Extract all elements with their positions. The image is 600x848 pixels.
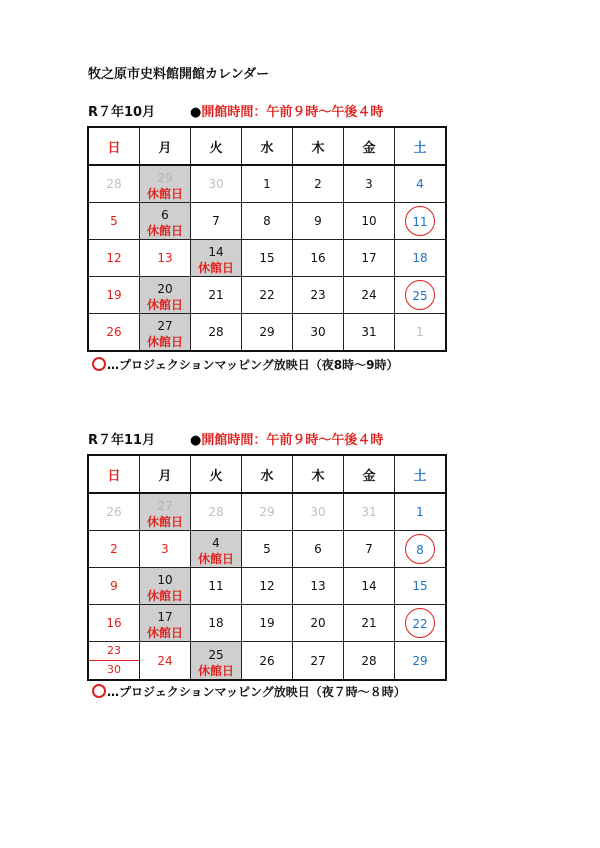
day-cell: 12 [88,240,140,277]
week-row [88,642,446,681]
projection-circle: 8 [405,534,435,564]
day-cell-closed: 14 休館日 [191,240,242,277]
day-cell: 26 [88,493,140,531]
weekday-thu: 木 [293,127,344,165]
week-row [88,277,446,314]
day-cell-closed: 25 休館日 [191,642,242,681]
week-row [88,240,446,277]
day-cell: 12 [242,568,293,605]
day-cell: 17 [344,240,395,277]
closed-label: 休館日 [197,261,234,275]
week-row [88,165,446,203]
day-cell: 10 [344,203,395,240]
week-row [88,203,446,240]
day-cell: 9 [88,568,140,605]
weekday-mon: 月 [140,127,191,165]
day-cell: 28 [344,642,395,681]
day-cell: 19 [88,277,140,314]
weekday-mon: 月 [140,455,191,493]
weekday-thu: 木 [293,455,344,493]
day-cell: 5 [242,531,293,568]
day-cell: 16 [293,240,344,277]
day-cell: 21 [344,605,395,642]
october-calendar [87,126,447,352]
projection-circle: 11 [405,206,435,236]
closed-label: 休館日 [146,589,183,603]
day-cell: 16 [88,605,140,642]
day-cell: 7 [344,531,395,568]
day-cell: 5 [88,203,140,240]
day-cell: 24 [344,277,395,314]
legend-text: …プロジェクションマッピング放映日（夜７時～８時） [107,685,406,699]
day-cell: 22 [242,277,293,314]
october-header [88,101,384,120]
october-legend [92,356,399,373]
day-cell: 13 [140,240,191,277]
legend-text: …プロジェクションマッピング放映日（夜8時～9時） [107,358,399,372]
day-cell: 29 [242,493,293,531]
day-cell-closed: 6 休館日 [140,203,191,240]
day-cell: 9 [293,203,344,240]
day-cell: 1 [395,314,447,352]
closed-label: 休館日 [197,664,234,678]
closed-label: 休館日 [146,626,183,640]
day-cell-projection [395,277,447,314]
day-cell: 13 [293,568,344,605]
weekday-sat: 土 [395,455,447,493]
weekday-tue: 火 [191,455,242,493]
day-cell: 6 [293,531,344,568]
day-cell: 30 [293,493,344,531]
october-hours: ●開館時間：午前９時～午後４時 [190,105,384,120]
day-cell-closed: 4 休館日 [191,531,242,568]
circle-marker-icon [92,357,106,371]
weekday-tue: 火 [191,127,242,165]
day-cell: 20 [293,605,344,642]
day-cell: 18 [395,240,447,277]
day-cell: 7 [191,203,242,240]
week-row [88,531,446,568]
weekday-sat: 土 [395,127,447,165]
day-cell-closed: 29 休館日 [140,165,191,203]
weekday-sun: 日 [88,127,140,165]
weekday-sun: 日 [88,455,140,493]
day-cell: 31 [344,493,395,531]
day-cell: 2 [293,165,344,203]
day-cell: 2 [88,531,140,568]
weekday-wed: 水 [242,127,293,165]
day-cell: 11 [191,568,242,605]
split-bottom-date: 30 [107,663,121,676]
day-cell-split [88,642,140,681]
closed-label: 休館日 [146,515,183,529]
day-cell: 15 [395,568,447,605]
day-cell: 15 [242,240,293,277]
day-cell-closed: 17 休館日 [140,605,191,642]
day-cell-projection [395,605,447,642]
week-row [88,568,446,605]
day-cell: 28 [191,314,242,352]
day-cell-closed: 20 休館日 [140,277,191,314]
day-cell: 26 [88,314,140,352]
day-cell: 21 [191,277,242,314]
day-cell-projection [395,531,447,568]
day-cell: 28 [191,493,242,531]
day-cell: 30 [293,314,344,352]
weekday-header-row [88,127,446,165]
day-cell: 1 [395,493,447,531]
day-cell-closed: 27 休館日 [140,493,191,531]
november-label: R７年11月 [88,433,156,448]
day-cell-closed: 27 休館日 [140,314,191,352]
week-row [88,605,446,642]
page-title: 牧之原市史料館開館カレンダー [88,67,270,82]
projection-circle: 22 [405,608,435,638]
week-row [88,493,446,531]
november-legend [92,683,406,700]
day-cell: 29 [242,314,293,352]
circle-marker-icon [92,684,106,698]
november-hours: ●開館時間：午前９時～午後４時 [190,433,384,448]
day-cell: 31 [344,314,395,352]
november-calendar [87,454,447,681]
day-cell-closed: 10 休館日 [140,568,191,605]
day-cell: 30 [191,165,242,203]
day-cell: 14 [344,568,395,605]
day-cell: 23 [293,277,344,314]
weekday-wed: 水 [242,455,293,493]
day-cell: 3 [344,165,395,203]
weekday-header-row [88,455,446,493]
closed-label: 休館日 [197,552,234,566]
day-cell: 27 [293,642,344,681]
day-cell: 19 [242,605,293,642]
projection-circle: 25 [405,280,435,310]
day-cell: 28 [88,165,140,203]
closed-label: 休館日 [146,298,183,312]
weekday-fri: 金 [344,127,395,165]
day-cell-projection [395,203,447,240]
weekday-fri: 金 [344,455,395,493]
november-header [88,429,384,448]
week-row [88,314,446,352]
day-cell: 4 [395,165,447,203]
day-cell: 18 [191,605,242,642]
day-cell: 26 [242,642,293,681]
closed-label: 休館日 [146,224,183,238]
day-cell: 1 [242,165,293,203]
closed-label: 休館日 [146,335,183,349]
october-label: R７年10月 [88,105,156,120]
day-cell: 24 [140,642,191,681]
day-cell: 29 [395,642,447,681]
closed-label: 休館日 [146,187,183,201]
split-top-date: 23 [89,642,139,661]
day-cell: 8 [242,203,293,240]
day-cell: 3 [140,531,191,568]
